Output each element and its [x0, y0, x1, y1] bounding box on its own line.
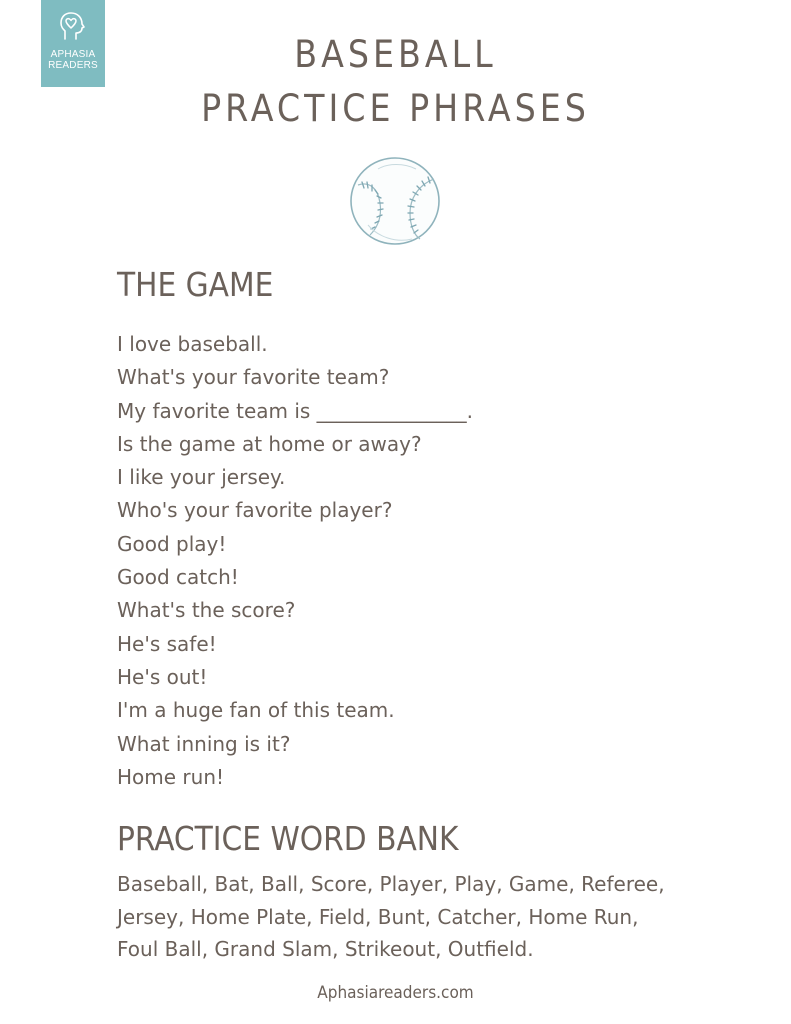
logo-text-line-2: READERS: [48, 60, 98, 71]
list-item: What's your favorite team?: [117, 365, 390, 390]
word-bank-line: Jersey, Home Plate, Field, Bunt, Catcher, Home Run,: [117, 904, 639, 929]
list-item: Who's your favorite player?: [117, 498, 393, 523]
list-item: Good catch!: [117, 565, 239, 590]
baseball-icon: [348, 155, 442, 247]
list-item: I love baseball.: [117, 332, 268, 356]
section-heading-word-bank: PRACTICE WORD BANK: [117, 819, 459, 858]
logo-text-line-1: APHASIA: [50, 49, 96, 60]
list-item: Home run!: [117, 764, 225, 789]
section-heading-the-game: THE GAME: [117, 265, 274, 304]
list-item: My favorite team is _______________.: [117, 398, 474, 423]
list-item: Is the game at home or away?: [117, 431, 422, 456]
footer-website: Aphasiareaders.com: [317, 983, 474, 1003]
page-title-line-2: PRACTICE PHRASES: [201, 87, 590, 130]
list-item: What's the score?: [117, 598, 296, 623]
list-item: Good play!: [117, 531, 227, 556]
list-item: I like your jersey.: [117, 465, 286, 490]
list-item: He's safe!: [117, 631, 217, 656]
list-item: What inning is it?: [117, 731, 291, 756]
word-bank-line: Baseball, Bat, Ball, Score, Player, Play, Game, Referee,: [117, 872, 665, 896]
page-title-line-1: BASEBALL: [294, 33, 497, 76]
phrase-list: [117, 328, 473, 794]
word-bank-line: Foul Ball, Grand Slam, Strikeout, Outfield.: [117, 937, 534, 961]
list-item: I'm a huge fan of this team.: [117, 698, 395, 723]
list-item: He's out!: [117, 664, 208, 689]
word-bank-text: [117, 868, 717, 966]
